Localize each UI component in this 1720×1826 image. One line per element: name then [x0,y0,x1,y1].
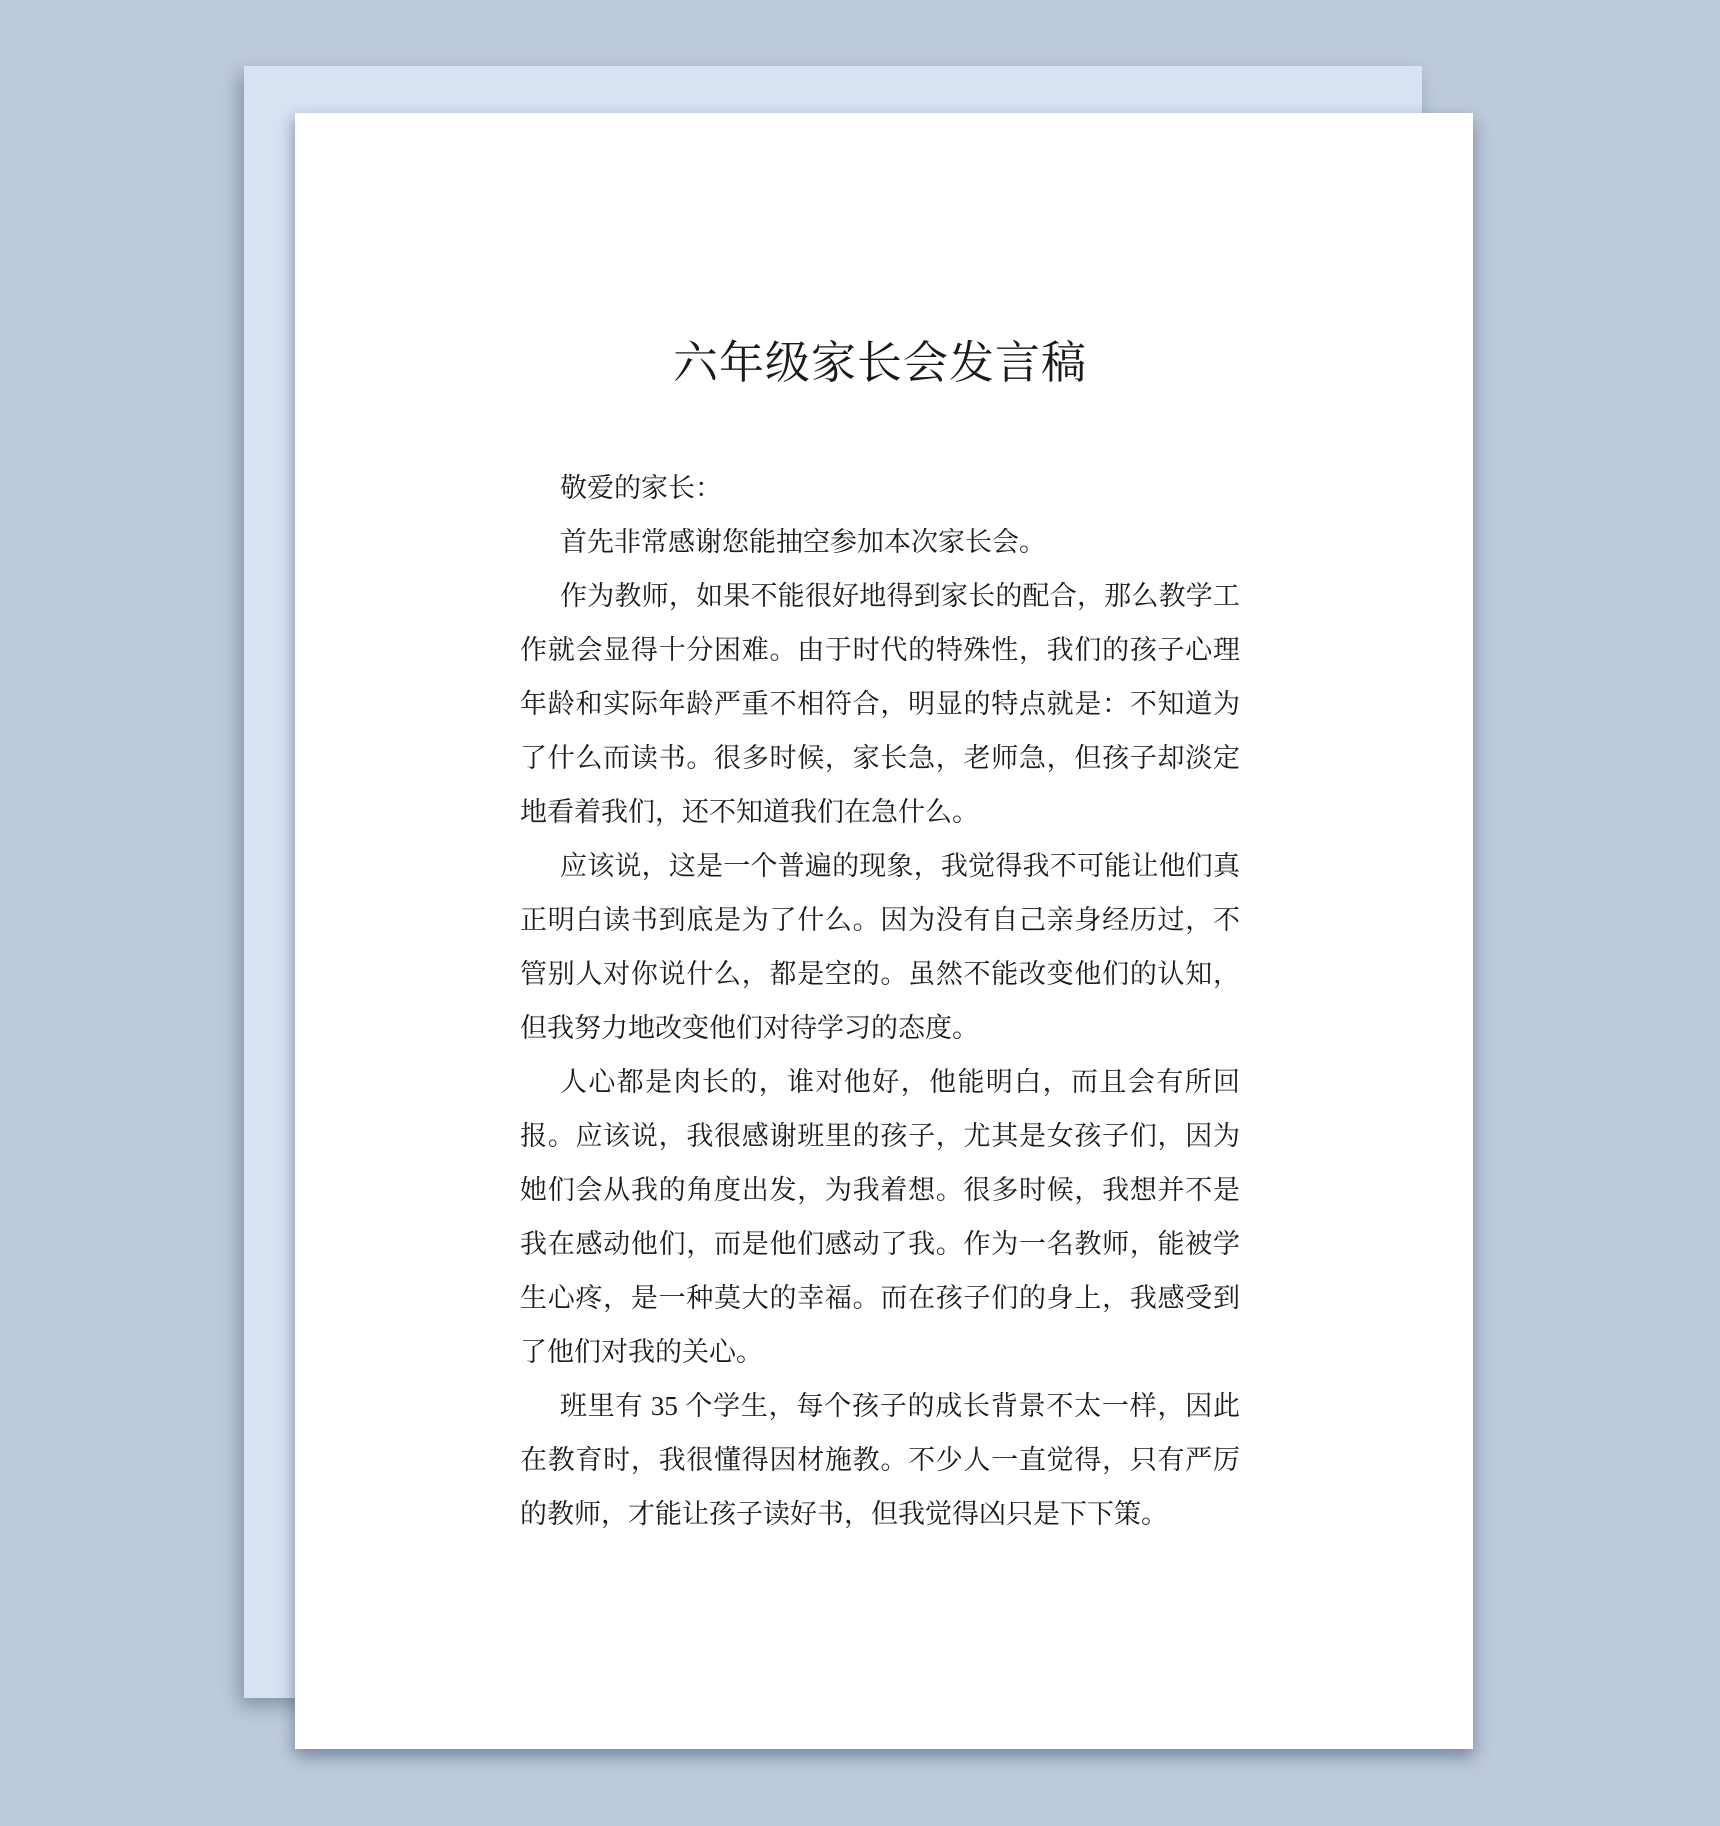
paragraph: 应该说，这是一个普遍的现象，我觉得我不可能让他们真正明白读书到底是为了什么。因为没有自己亲身经历过，不管别人对你说什么，都是空的。虽然不能改变他们的认知，但我努力地改变他们对待学习的态度。 [520,851,1240,1043]
document-title: 六年级家长会发言稿 [672,338,1087,388]
paragraph: 人心都是肉长的，谁对他好，他能明白，而且会有所回报。应该说，我很感谢班里的孩子，尤其是女孩子们，因为她们会从我的角度出发，为我着想。很多时候，我想并不是我在感动他们，而是他们感动了我。作为一名教师，能被学生心疼，是一种莫大的幸福。而在孩子们的身上，我感受到了他们对我的关心。 [520,1067,1240,1367]
salutation-line: 敬爱的家长： [560,473,722,503]
paragraph: 班里有 35 个学生，每个孩子的成长背景不太一样，因此在教育时，我很懂得因材施教。不少人一直觉得，只有严厉的教师，才能让孩子读好书，但我觉得凶只是下下策。 [520,1391,1240,1529]
document-body [520,461,1240,1541]
paragraph: 作为教师，如果不能很好地得到家长的配合，那么教学工作就会显得十分困难。由于时代的特殊性，我们的孩子心理年龄和实际年龄严重不相符合，明显的特点就是：不知道为了什么而读书。很多时候，家长急，老师急，但孩子却淡定地看着我们，还不知道我们在急什么。 [520,581,1240,827]
document-page [295,113,1473,1749]
paragraph: 首先非常感谢您能抽空参加本次家长会。 [560,527,1046,557]
